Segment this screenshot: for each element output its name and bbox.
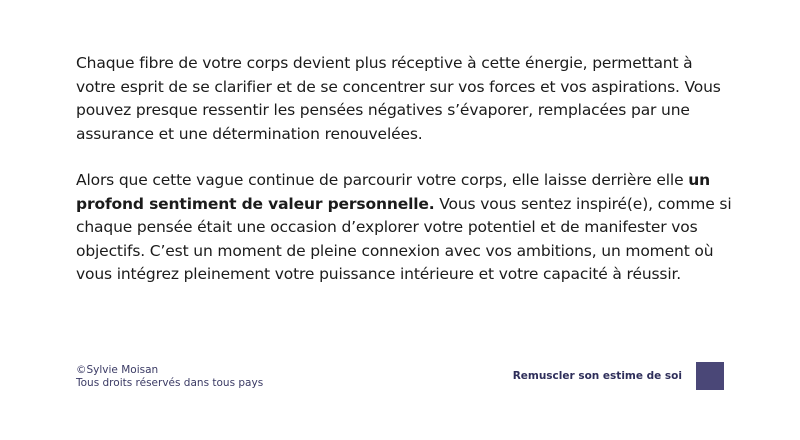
paragraph-1: Chaque fibre de votre corps devient plus réceptive à cette énergie, permettant à votre esprit de se clarifier et de se concentrer sur vos forces et vos aspirations. Vous pouvez presque ressentir les pensées négatives s’évaporer, remplacées par une assurance et une détermination renouvelées. — [76, 54, 721, 143]
body-text — [76, 52, 736, 287]
footer-book-block — [513, 362, 724, 390]
paragraph-2-intro: Alors que cette vague continue de parcourir votre corps, elle laisse derrière elle — [76, 171, 689, 189]
paragraph-2-emphasis: un profond sentiment de valeur personnelle. — [76, 171, 711, 213]
paragraph-2-rest: Vous vous sentez inspiré(e), comme si chaque pensée était une occasion d’explorer votre potentiel et de manifester vos objectifs. C’est un moment de pleine connexion avec vos ambitions, un moment où vous intégrez pleinement votre puissance intérieure et votre capacité à réussir. — [76, 194, 732, 283]
rights-text: Tous droits réservés dans tous pays — [76, 377, 264, 389]
decorative-square — [696, 362, 724, 390]
copyright-text: ©Sylvie Moisan — [76, 364, 159, 376]
footer-copyright-block — [76, 364, 263, 390]
book-title: Remuscler son estime de soi — [512, 370, 682, 382]
paragraph-2 — [76, 169, 736, 287]
